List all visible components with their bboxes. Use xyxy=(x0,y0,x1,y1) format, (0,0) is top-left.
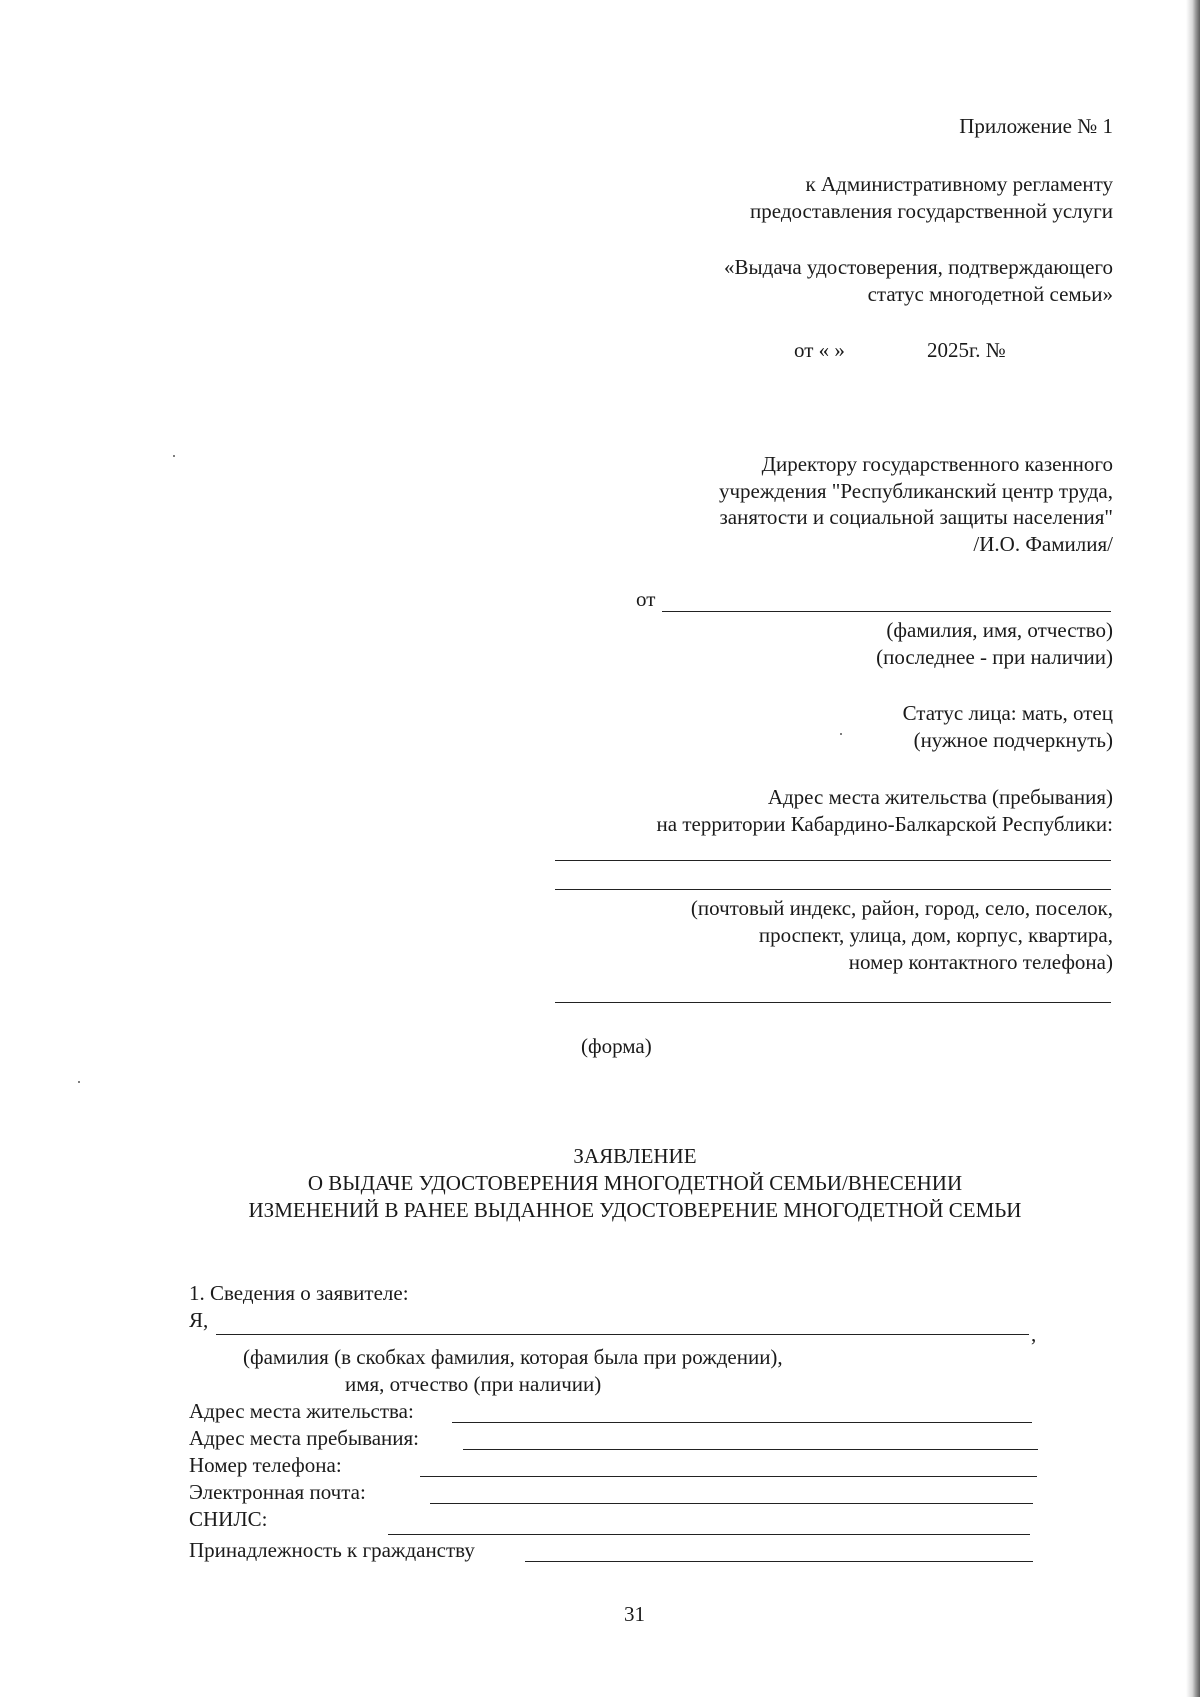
addressee-line-4: /И.О. Фамилия/ xyxy=(973,532,1113,556)
phone-label: Номер телефона: xyxy=(189,1453,342,1477)
address-line-1: Адрес места жительства (пребывания) xyxy=(767,785,1113,809)
citizenship-label: Принадлежность к гражданству xyxy=(189,1538,475,1562)
address-hint-3: номер контактного телефона) xyxy=(848,950,1113,974)
from-hint-2: (последнее - при наличии) xyxy=(876,645,1113,669)
addressee-line-3: занятости и социальной защиты населения" xyxy=(719,505,1113,529)
residence-address-line[interactable] xyxy=(452,1422,1032,1423)
title-line-3: ИЗМЕНЕНИЙ В РАНЕЕ ВЫДАННОЕ УДОСТОВЕРЕНИЕ МНОГОДЕТНОЙ СЕМЬИ xyxy=(248,1198,1022,1222)
residence-address-label: Адрес места жительства: xyxy=(189,1399,414,1423)
snils-label: СНИЛС: xyxy=(189,1507,268,1531)
ya-label: Я, xyxy=(189,1308,209,1332)
date-prefix: от « » xyxy=(794,338,845,362)
applicant-name-line[interactable] xyxy=(216,1334,1029,1335)
address-input-line-2[interactable] xyxy=(555,889,1111,890)
regulation-line-2: предоставления государственной услуги xyxy=(750,199,1113,223)
scan-speck xyxy=(173,455,175,457)
address-hint-2: проспект, улица, дом, корпус, квартира, xyxy=(758,923,1113,947)
stay-address-line[interactable] xyxy=(463,1449,1038,1450)
from-hint-1: (фамилия, имя, отчество) xyxy=(886,618,1113,642)
from-label: от xyxy=(636,587,656,611)
status-line-1: Статус лица: мать, отец xyxy=(902,701,1113,725)
name-hint-1: (фамилия (в скобках фамилия, которая была при рождении), xyxy=(243,1345,783,1369)
section-1-heading: 1. Сведения о заявителе: xyxy=(189,1281,409,1305)
ya-comma: , xyxy=(1031,1322,1037,1346)
address-input-line-1[interactable] xyxy=(555,860,1111,861)
email-line[interactable] xyxy=(430,1503,1033,1504)
addressee-line-2: учреждения "Республиканский центр труда, xyxy=(718,479,1113,503)
status-line-2: (нужное подчеркнуть) xyxy=(913,728,1113,752)
service-line-1: «Выдача удостоверения, подтверждающего xyxy=(724,255,1113,279)
address-hint-1: (почтовый индекс, район, город, село, поселок, xyxy=(690,896,1113,920)
regulation-line-1: к Административному регламенту xyxy=(805,172,1113,196)
page-number: 31 xyxy=(624,1602,645,1626)
name-hint-2: имя, отчество (при наличии) xyxy=(345,1372,602,1396)
service-line-2: статус многодетной семьи» xyxy=(867,282,1113,306)
scan-speck xyxy=(78,1081,80,1083)
form-label: (форма) xyxy=(581,1034,652,1058)
phone-line[interactable] xyxy=(420,1476,1037,1477)
page-edge-shadow xyxy=(1186,0,1200,1697)
addressee-line-1: Директору государственного казенного xyxy=(761,452,1113,476)
address-input-line-3[interactable] xyxy=(555,1002,1111,1003)
from-name-line[interactable] xyxy=(662,611,1111,612)
appendix-number: Приложение № 1 xyxy=(959,114,1113,138)
citizenship-line[interactable] xyxy=(525,1561,1033,1562)
scan-speck xyxy=(840,733,842,735)
title-line-1: ЗАЯВЛЕНИЕ xyxy=(573,1144,697,1168)
email-label: Электронная почта: xyxy=(189,1480,366,1504)
title-line-2: О ВЫДАЧЕ УДОСТОВЕРЕНИЯ МНОГОДЕТНОЙ СЕМЬИ/ВНЕСЕНИИ xyxy=(307,1171,963,1195)
snils-line[interactable] xyxy=(388,1534,1030,1535)
address-line-2: на территории Кабардино-Балкарской Республики: xyxy=(656,812,1113,836)
stay-address-label: Адрес места пребывания: xyxy=(189,1426,420,1450)
date-suffix: 2025г. № xyxy=(927,338,1006,362)
